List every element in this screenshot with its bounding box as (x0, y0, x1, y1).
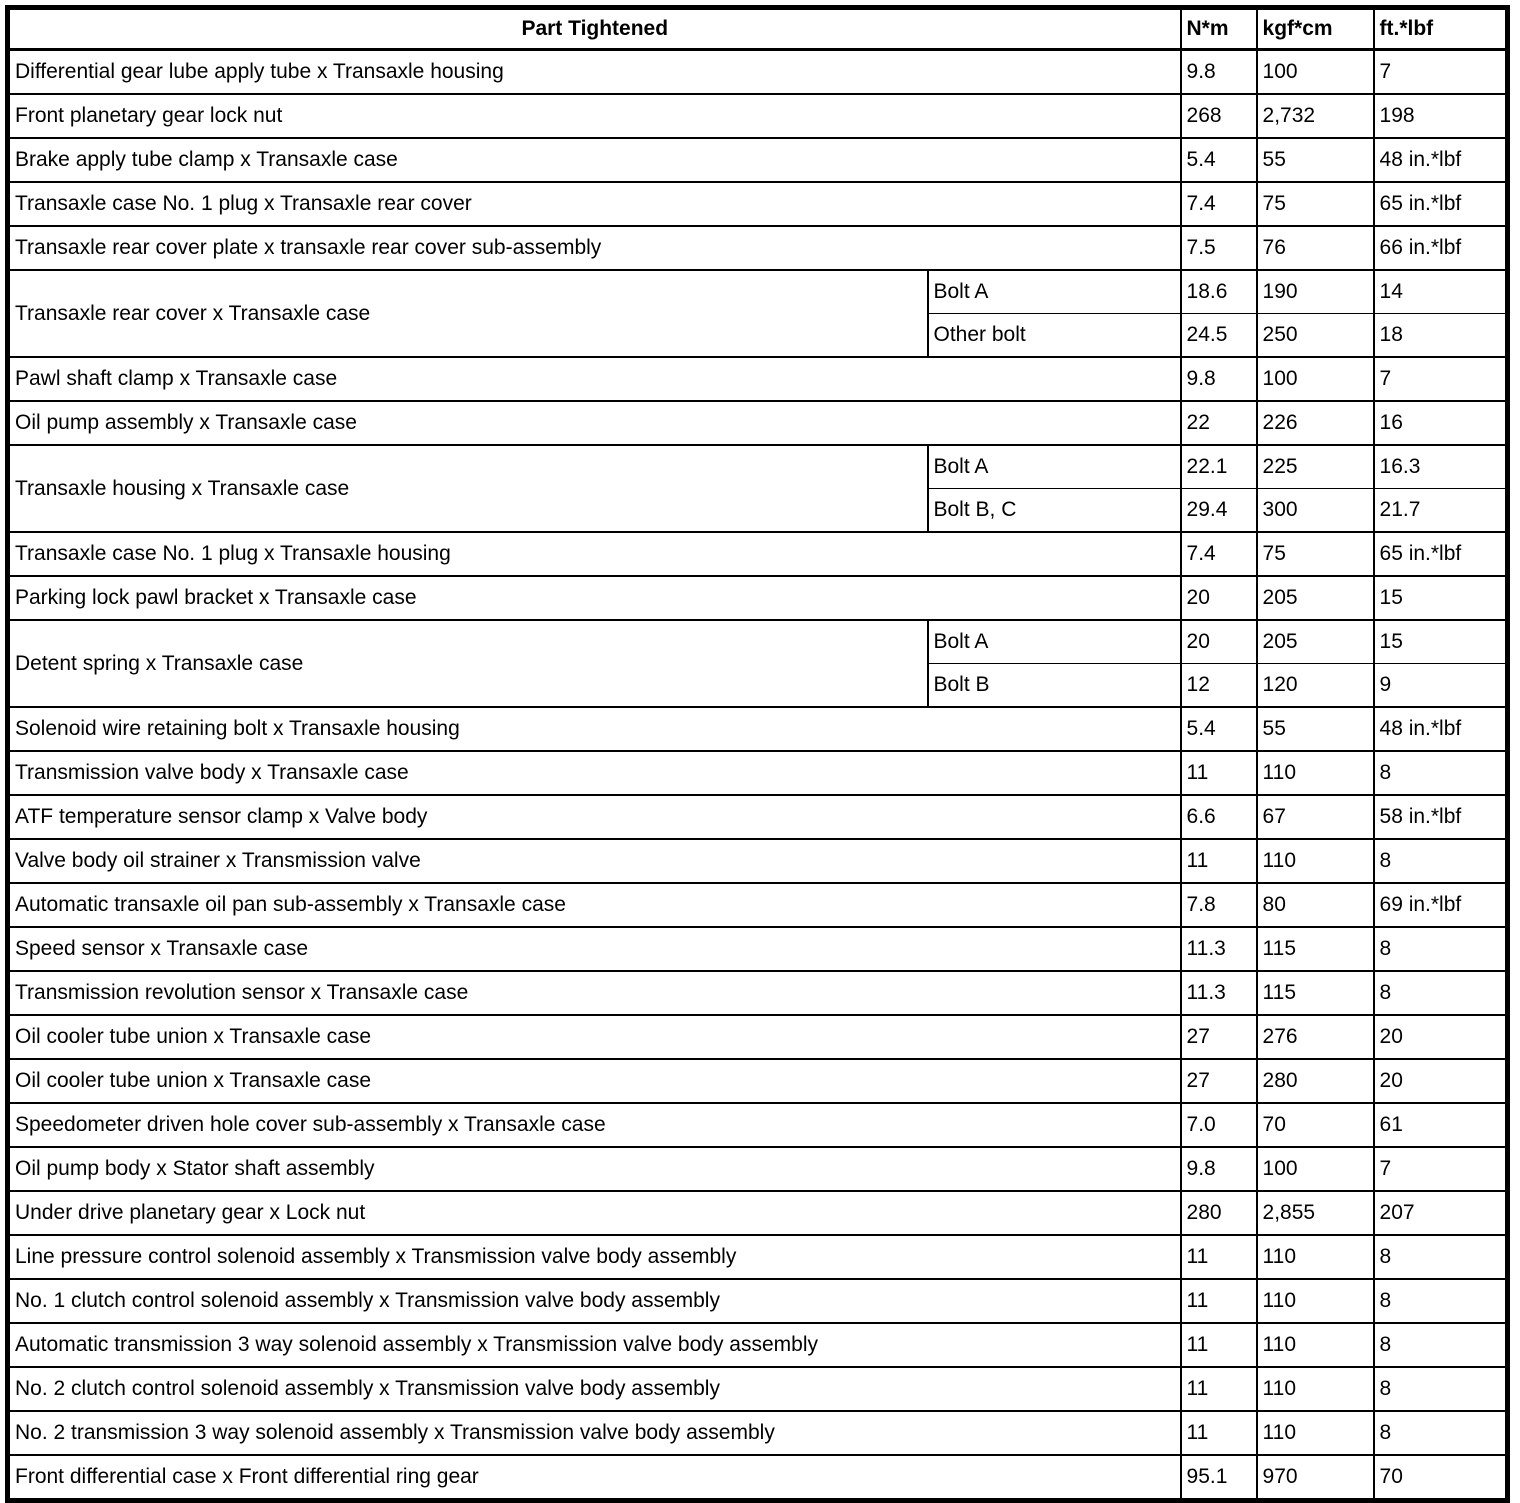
nm-cell: 22.1 (1181, 445, 1257, 489)
kgfcm-cell: 115 (1257, 971, 1374, 1015)
table-row (8, 751, 1508, 795)
part-cell: Front differential case x Front differential ring gear (8, 1455, 1181, 1501)
ftlbf-cell: 8 (1374, 927, 1508, 971)
part-cell: Transaxle case No. 1 plug x Transaxle rear cover (8, 182, 1181, 226)
part-cell: Transaxle housing x Transaxle case (8, 445, 928, 532)
nm-cell: 6.6 (1181, 795, 1257, 839)
kgfcm-cell: 2,732 (1257, 94, 1374, 138)
kgfcm-cell: 250 (1257, 314, 1374, 358)
sub-part-cell: Bolt A (928, 445, 1181, 489)
kgfcm-cell: 2,855 (1257, 1191, 1374, 1235)
table-row (8, 1411, 1508, 1455)
nm-cell: 95.1 (1181, 1455, 1257, 1501)
ftlbf-cell: 16.3 (1374, 445, 1508, 489)
kgfcm-cell: 80 (1257, 883, 1374, 927)
kgfcm-cell: 280 (1257, 1059, 1374, 1103)
nm-cell: 27 (1181, 1059, 1257, 1103)
nm-cell: 11 (1181, 1411, 1257, 1455)
nm-cell: 9.8 (1181, 357, 1257, 401)
kgfcm-cell: 55 (1257, 707, 1374, 751)
kgfcm-cell: 970 (1257, 1455, 1374, 1501)
table-row (8, 707, 1508, 751)
nm-cell: 11 (1181, 1367, 1257, 1411)
ftlbf-cell: 8 (1374, 1279, 1508, 1323)
kgfcm-header: kgf*cm (1257, 8, 1374, 50)
nm-cell: 22 (1181, 401, 1257, 445)
nm-cell: 11 (1181, 839, 1257, 883)
table-row (8, 1191, 1508, 1235)
ftlbf-cell: 198 (1374, 94, 1508, 138)
table-row (8, 50, 1508, 95)
table-row (8, 1279, 1508, 1323)
part-cell: Pawl shaft clamp x Transaxle case (8, 357, 1181, 401)
header-row (8, 8, 1508, 50)
table-row (8, 1367, 1508, 1411)
nm-cell: 11.3 (1181, 971, 1257, 1015)
kgfcm-cell: 100 (1257, 357, 1374, 401)
table-row (8, 1455, 1508, 1501)
ftlbf-cell: 20 (1374, 1059, 1508, 1103)
ftlbf-cell: 18 (1374, 314, 1508, 358)
part-cell: Speed sensor x Transaxle case (8, 927, 1181, 971)
nm-cell: 7.4 (1181, 182, 1257, 226)
ftlbf-cell: 8 (1374, 1323, 1508, 1367)
kgfcm-cell: 55 (1257, 138, 1374, 182)
nm-cell: 11 (1181, 751, 1257, 795)
nm-cell: 5.4 (1181, 707, 1257, 751)
table-row (8, 1015, 1508, 1059)
part-cell: Brake apply tube clamp x Transaxle case (8, 138, 1181, 182)
nm-cell: 5.4 (1181, 138, 1257, 182)
kgfcm-cell: 205 (1257, 620, 1374, 664)
ftlbf-cell: 8 (1374, 1411, 1508, 1455)
kgfcm-cell: 110 (1257, 751, 1374, 795)
torque-spec-table (5, 5, 1510, 1503)
nm-cell: 7.5 (1181, 226, 1257, 270)
part-cell: Line pressure control solenoid assembly x Transmission valve body assembly (8, 1235, 1181, 1279)
ftlbf-cell: 61 (1374, 1103, 1508, 1147)
table-row (8, 138, 1508, 182)
nm-cell: 11 (1181, 1235, 1257, 1279)
table-row (8, 226, 1508, 270)
ftlbf-cell: 8 (1374, 1367, 1508, 1411)
part-cell: Oil pump assembly x Transaxle case (8, 401, 1181, 445)
part-cell: ATF temperature sensor clamp x Valve body (8, 795, 1181, 839)
sub-row (8, 620, 1508, 664)
sub-row (8, 445, 1508, 489)
part-cell: Under drive planetary gear x Lock nut (8, 1191, 1181, 1235)
nm-cell: 20 (1181, 576, 1257, 620)
part-cell: Detent spring x Transaxle case (8, 620, 928, 707)
kgfcm-cell: 110 (1257, 1367, 1374, 1411)
table-row (8, 839, 1508, 883)
kgfcm-cell: 100 (1257, 1147, 1374, 1191)
nm-cell: 9.8 (1181, 50, 1257, 95)
ftlbf-cell: 48 in.*lbf (1374, 707, 1508, 751)
table-row (8, 1059, 1508, 1103)
nm-cell: 7.8 (1181, 883, 1257, 927)
ftlbf-cell: 8 (1374, 751, 1508, 795)
ftlbf-cell: 9 (1374, 664, 1508, 708)
ftlbf-cell: 8 (1374, 839, 1508, 883)
part-cell: Differential gear lube apply tube x Transaxle housing (8, 50, 1181, 95)
kgfcm-cell: 115 (1257, 927, 1374, 971)
part-cell: Front planetary gear lock nut (8, 94, 1181, 138)
ftlbf-cell: 20 (1374, 1015, 1508, 1059)
kgfcm-cell: 226 (1257, 401, 1374, 445)
kgfcm-cell: 300 (1257, 489, 1374, 533)
sub-part-cell: Bolt A (928, 270, 1181, 314)
part-cell: Oil cooler tube union x Transaxle case (8, 1059, 1181, 1103)
table-row (8, 576, 1508, 620)
sub-part-cell: Bolt B, C (928, 489, 1181, 533)
part-cell: Automatic transaxle oil pan sub-assembly x Transaxle case (8, 883, 1181, 927)
table-row (8, 401, 1508, 445)
kgfcm-cell: 75 (1257, 182, 1374, 226)
kgfcm-cell: 100 (1257, 50, 1374, 95)
table-row (8, 532, 1508, 576)
kgfcm-cell: 110 (1257, 1279, 1374, 1323)
part-cell: No. 1 clutch control solenoid assembly x Transmission valve body assembly (8, 1279, 1181, 1323)
kgfcm-cell: 110 (1257, 1235, 1374, 1279)
nm-cell: 24.5 (1181, 314, 1257, 358)
table-row (8, 1147, 1508, 1191)
ftlbf-cell: 69 in.*lbf (1374, 883, 1508, 927)
table-row (8, 1103, 1508, 1147)
table-row (8, 795, 1508, 839)
nm-cell: 7.4 (1181, 532, 1257, 576)
part-cell: Transmission revolution sensor x Transaxle case (8, 971, 1181, 1015)
kgfcm-cell: 110 (1257, 1323, 1374, 1367)
nm-cell: 27 (1181, 1015, 1257, 1059)
ftlbf-cell: 66 in.*lbf (1374, 226, 1508, 270)
ftlbf-cell: 58 in.*lbf (1374, 795, 1508, 839)
ftlbf-cell: 15 (1374, 576, 1508, 620)
nm-cell: 7.0 (1181, 1103, 1257, 1147)
part-cell: Transaxle case No. 1 plug x Transaxle housing (8, 532, 1181, 576)
ftlbf-cell: 14 (1374, 270, 1508, 314)
kgfcm-cell: 110 (1257, 839, 1374, 883)
ftlbf-cell: 8 (1374, 1235, 1508, 1279)
ftlbf-cell: 65 in.*lbf (1374, 182, 1508, 226)
sub-row (8, 270, 1508, 314)
kgfcm-cell: 120 (1257, 664, 1374, 708)
kgfcm-cell: 205 (1257, 576, 1374, 620)
kgfcm-cell: 225 (1257, 445, 1374, 489)
part-cell: Valve body oil strainer x Transmission valve (8, 839, 1181, 883)
sub-part-cell: Bolt A (928, 620, 1181, 664)
part-tightened-header: Part Tightened (8, 8, 1181, 50)
nm-cell: 20 (1181, 620, 1257, 664)
ftlbf-cell: 16 (1374, 401, 1508, 445)
nm-cell: 29.4 (1181, 489, 1257, 533)
sub-part-cell: Other bolt (928, 314, 1181, 358)
part-cell: Transaxle rear cover x Transaxle case (8, 270, 928, 357)
part-cell: No. 2 clutch control solenoid assembly x Transmission valve body assembly (8, 1367, 1181, 1411)
part-cell: No. 2 transmission 3 way solenoid assembly x Transmission valve body assembly (8, 1411, 1181, 1455)
kgfcm-cell: 70 (1257, 1103, 1374, 1147)
table-row (8, 1323, 1508, 1367)
ftlbf-cell: 21.7 (1374, 489, 1508, 533)
table-row (8, 182, 1508, 226)
nm-cell: 11 (1181, 1323, 1257, 1367)
ftlbf-cell: 7 (1374, 357, 1508, 401)
nm-header: N*m (1181, 8, 1257, 50)
nm-cell: 9.8 (1181, 1147, 1257, 1191)
part-cell: Parking lock pawl bracket x Transaxle case (8, 576, 1181, 620)
sub-part-cell: Bolt B (928, 664, 1181, 708)
table-row (8, 1235, 1508, 1279)
ftlbf-cell: 207 (1374, 1191, 1508, 1235)
kgfcm-cell: 76 (1257, 226, 1374, 270)
ftlbf-header: ft.*lbf (1374, 8, 1508, 50)
ftlbf-cell: 15 (1374, 620, 1508, 664)
ftlbf-cell: 65 in.*lbf (1374, 532, 1508, 576)
nm-cell: 11 (1181, 1279, 1257, 1323)
part-cell: Transmission valve body x Transaxle case (8, 751, 1181, 795)
part-cell: Oil pump body x Stator shaft assembly (8, 1147, 1181, 1191)
nm-cell: 18.6 (1181, 270, 1257, 314)
table-row (8, 971, 1508, 1015)
kgfcm-cell: 276 (1257, 1015, 1374, 1059)
kgfcm-cell: 110 (1257, 1411, 1374, 1455)
ftlbf-cell: 7 (1374, 1147, 1508, 1191)
kgfcm-cell: 67 (1257, 795, 1374, 839)
kgfcm-cell: 75 (1257, 532, 1374, 576)
ftlbf-cell: 7 (1374, 50, 1508, 95)
ftlbf-cell: 48 in.*lbf (1374, 138, 1508, 182)
part-cell: Transaxle rear cover plate x transaxle rear cover sub-assembly (8, 226, 1181, 270)
ftlbf-cell: 8 (1374, 971, 1508, 1015)
table-row (8, 94, 1508, 138)
nm-cell: 12 (1181, 664, 1257, 708)
table-row (8, 357, 1508, 401)
part-cell: Oil cooler tube union x Transaxle case (8, 1015, 1181, 1059)
nm-cell: 280 (1181, 1191, 1257, 1235)
kgfcm-cell: 190 (1257, 270, 1374, 314)
part-cell: Solenoid wire retaining bolt x Transaxle housing (8, 707, 1181, 751)
part-cell: Automatic transmission 3 way solenoid assembly x Transmission valve body assembly (8, 1323, 1181, 1367)
nm-cell: 11.3 (1181, 927, 1257, 971)
part-cell: Speedometer driven hole cover sub-assembly x Transaxle case (8, 1103, 1181, 1147)
table-row (8, 883, 1508, 927)
nm-cell: 268 (1181, 94, 1257, 138)
ftlbf-cell: 70 (1374, 1455, 1508, 1501)
table-row (8, 927, 1508, 971)
